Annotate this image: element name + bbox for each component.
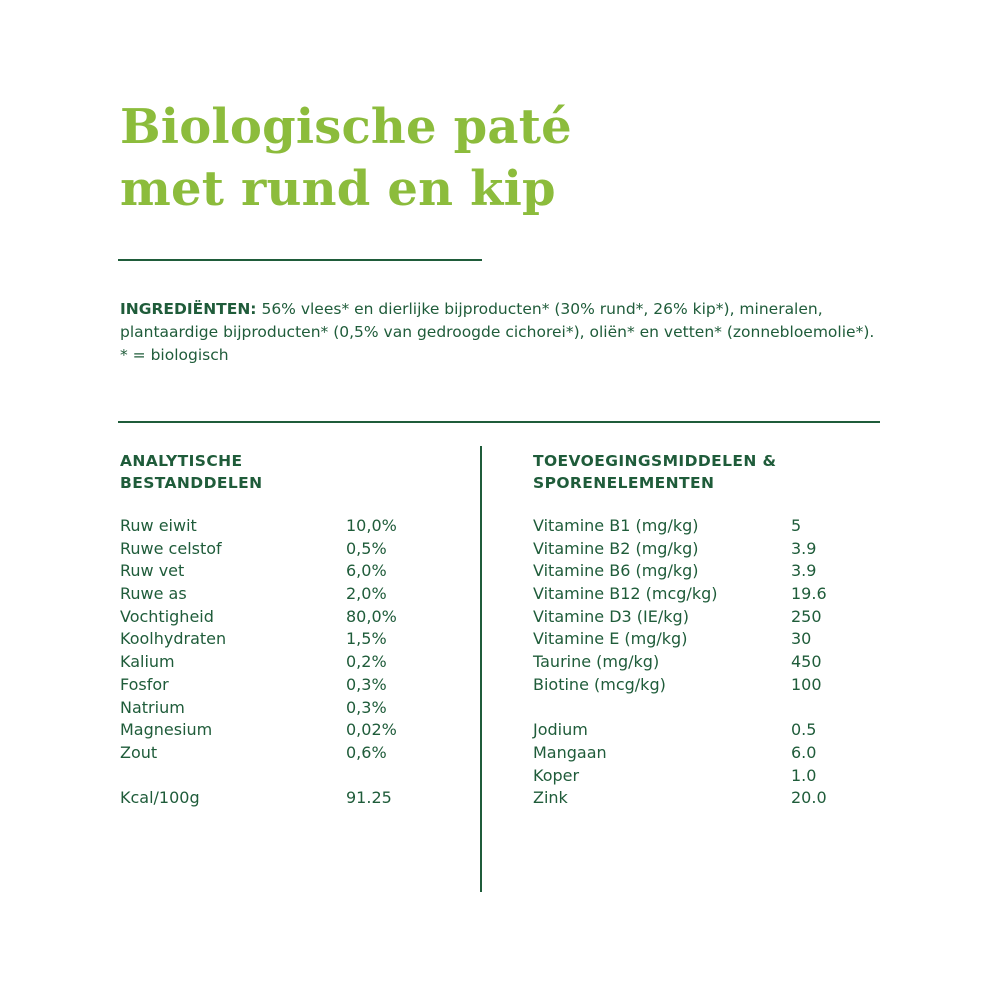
kcal-label: Kcal/100g xyxy=(120,788,200,808)
row-spacer xyxy=(533,697,873,720)
row-name: Ruw eiwit xyxy=(120,516,197,535)
row-name: Natrium xyxy=(120,697,185,717)
vitamin-row xyxy=(533,538,873,561)
row-value: 100 xyxy=(791,674,822,694)
additives-list xyxy=(533,515,873,810)
analytical-row xyxy=(120,628,460,651)
row-name: Biotine (mcg/kg) xyxy=(533,674,666,694)
row-value: 5 xyxy=(791,516,802,535)
page-title xyxy=(120,96,572,220)
row-name: Ruwe as xyxy=(120,584,187,604)
analytical-row xyxy=(120,674,460,697)
kcal-row xyxy=(120,787,460,810)
section-divider xyxy=(118,421,880,423)
row-value: 80,0% xyxy=(346,606,397,626)
row-name: Mangaan xyxy=(533,742,607,762)
row-value: 250 xyxy=(791,606,822,626)
trace-element-row xyxy=(533,719,873,742)
row-name: Vitamine B2 (mg/kg) xyxy=(533,538,699,558)
row-value: 2,0% xyxy=(346,584,387,604)
row-value: 0,2% xyxy=(346,652,387,672)
analytical-row xyxy=(120,583,460,606)
analytical-row xyxy=(120,651,460,674)
analytical-row xyxy=(120,560,460,583)
analytical-row xyxy=(120,606,460,629)
vitamin-row xyxy=(533,628,873,651)
row-name: Kalium xyxy=(120,652,175,672)
ingredients-text xyxy=(120,298,880,344)
additives-heading xyxy=(533,450,776,494)
row-name: Ruwe celstof xyxy=(120,538,222,558)
row-value: 10,0% xyxy=(346,516,397,535)
row-spacer xyxy=(120,765,460,788)
analytical-heading-line-1: ANALYTISCHE xyxy=(120,452,243,470)
ingredients-block xyxy=(120,298,880,367)
row-name: Vitamine D3 (IE/kg) xyxy=(533,606,689,626)
row-name: Zink xyxy=(533,788,568,808)
row-value: 30 xyxy=(791,629,812,649)
column-divider xyxy=(480,446,482,892)
analytical-row xyxy=(120,719,460,742)
row-value: 0.5 xyxy=(791,720,817,740)
row-value: 0,02% xyxy=(346,720,397,740)
vitamin-row xyxy=(533,674,873,697)
vitamin-row xyxy=(533,606,873,629)
row-value: 1,5% xyxy=(346,629,387,649)
row-value: 6.0 xyxy=(791,742,817,762)
row-value: 450 xyxy=(791,652,822,672)
row-value: 0,3% xyxy=(346,697,387,717)
vitamin-row xyxy=(533,560,873,583)
row-name: Vitamine B6 (mg/kg) xyxy=(533,561,699,581)
row-value: 0,6% xyxy=(346,742,387,762)
row-name: Vitamine B12 (mcg/kg) xyxy=(533,584,718,604)
ingredients-list: 56% vlees* en dierlijke bijproducten* (30% rund*, 26% kip*), mineralen, plantaardige bijproducten* (0,5% van gedroogde cichorei*), oliën* en vetten* (zonnebloemolie*). xyxy=(120,300,875,341)
analytical-row xyxy=(120,538,460,561)
title-divider xyxy=(118,259,482,261)
analytical-heading xyxy=(120,450,262,494)
analytical-row xyxy=(120,697,460,720)
row-value: 0,5% xyxy=(346,538,387,558)
row-value: 19.6 xyxy=(791,584,827,604)
additives-heading-line-2: SPORENELEMENTEN xyxy=(533,474,715,492)
row-value: 20.0 xyxy=(791,788,827,808)
analytical-row xyxy=(120,515,460,538)
ingredients-label: INGREDIËNTEN: xyxy=(120,300,257,318)
vitamin-row xyxy=(533,583,873,606)
row-name: Koper xyxy=(533,765,580,785)
title-line-2: met rund en kip xyxy=(120,161,556,217)
trace-element-row xyxy=(533,787,873,810)
analytical-list xyxy=(120,515,460,810)
row-name: Fosfor xyxy=(120,674,169,694)
organic-note: * = biologisch xyxy=(120,346,229,364)
row-name: Taurine (mg/kg) xyxy=(533,652,660,672)
row-name: Ruw vet xyxy=(120,561,185,581)
row-name: Zout xyxy=(120,742,158,762)
row-name: Vochtigheid xyxy=(120,606,214,626)
title-line-1: Biologische paté xyxy=(120,99,572,155)
vitamin-row xyxy=(533,651,873,674)
analytical-heading-line-2: BESTANDDELEN xyxy=(120,474,263,492)
additives-heading-line-1: TOEVOEGINGSMIDDELEN & xyxy=(533,452,777,470)
trace-element-row xyxy=(533,742,873,765)
row-name: Vitamine E (mg/kg) xyxy=(533,629,688,649)
row-value: 0,3% xyxy=(346,674,387,694)
row-value: 1.0 xyxy=(791,765,817,785)
vitamin-row xyxy=(533,515,873,538)
row-name: Jodium xyxy=(533,720,588,740)
row-name: Vitamine B1 (mg/kg) xyxy=(533,516,699,535)
row-name: Magnesium xyxy=(120,720,213,740)
kcal-value: 91.25 xyxy=(346,788,392,808)
analytical-row xyxy=(120,742,460,765)
row-name: Koolhydraten xyxy=(120,629,227,649)
trace-element-row xyxy=(533,765,873,788)
row-value: 6,0% xyxy=(346,561,387,581)
row-value: 3.9 xyxy=(791,538,817,558)
row-value: 3.9 xyxy=(791,561,817,581)
